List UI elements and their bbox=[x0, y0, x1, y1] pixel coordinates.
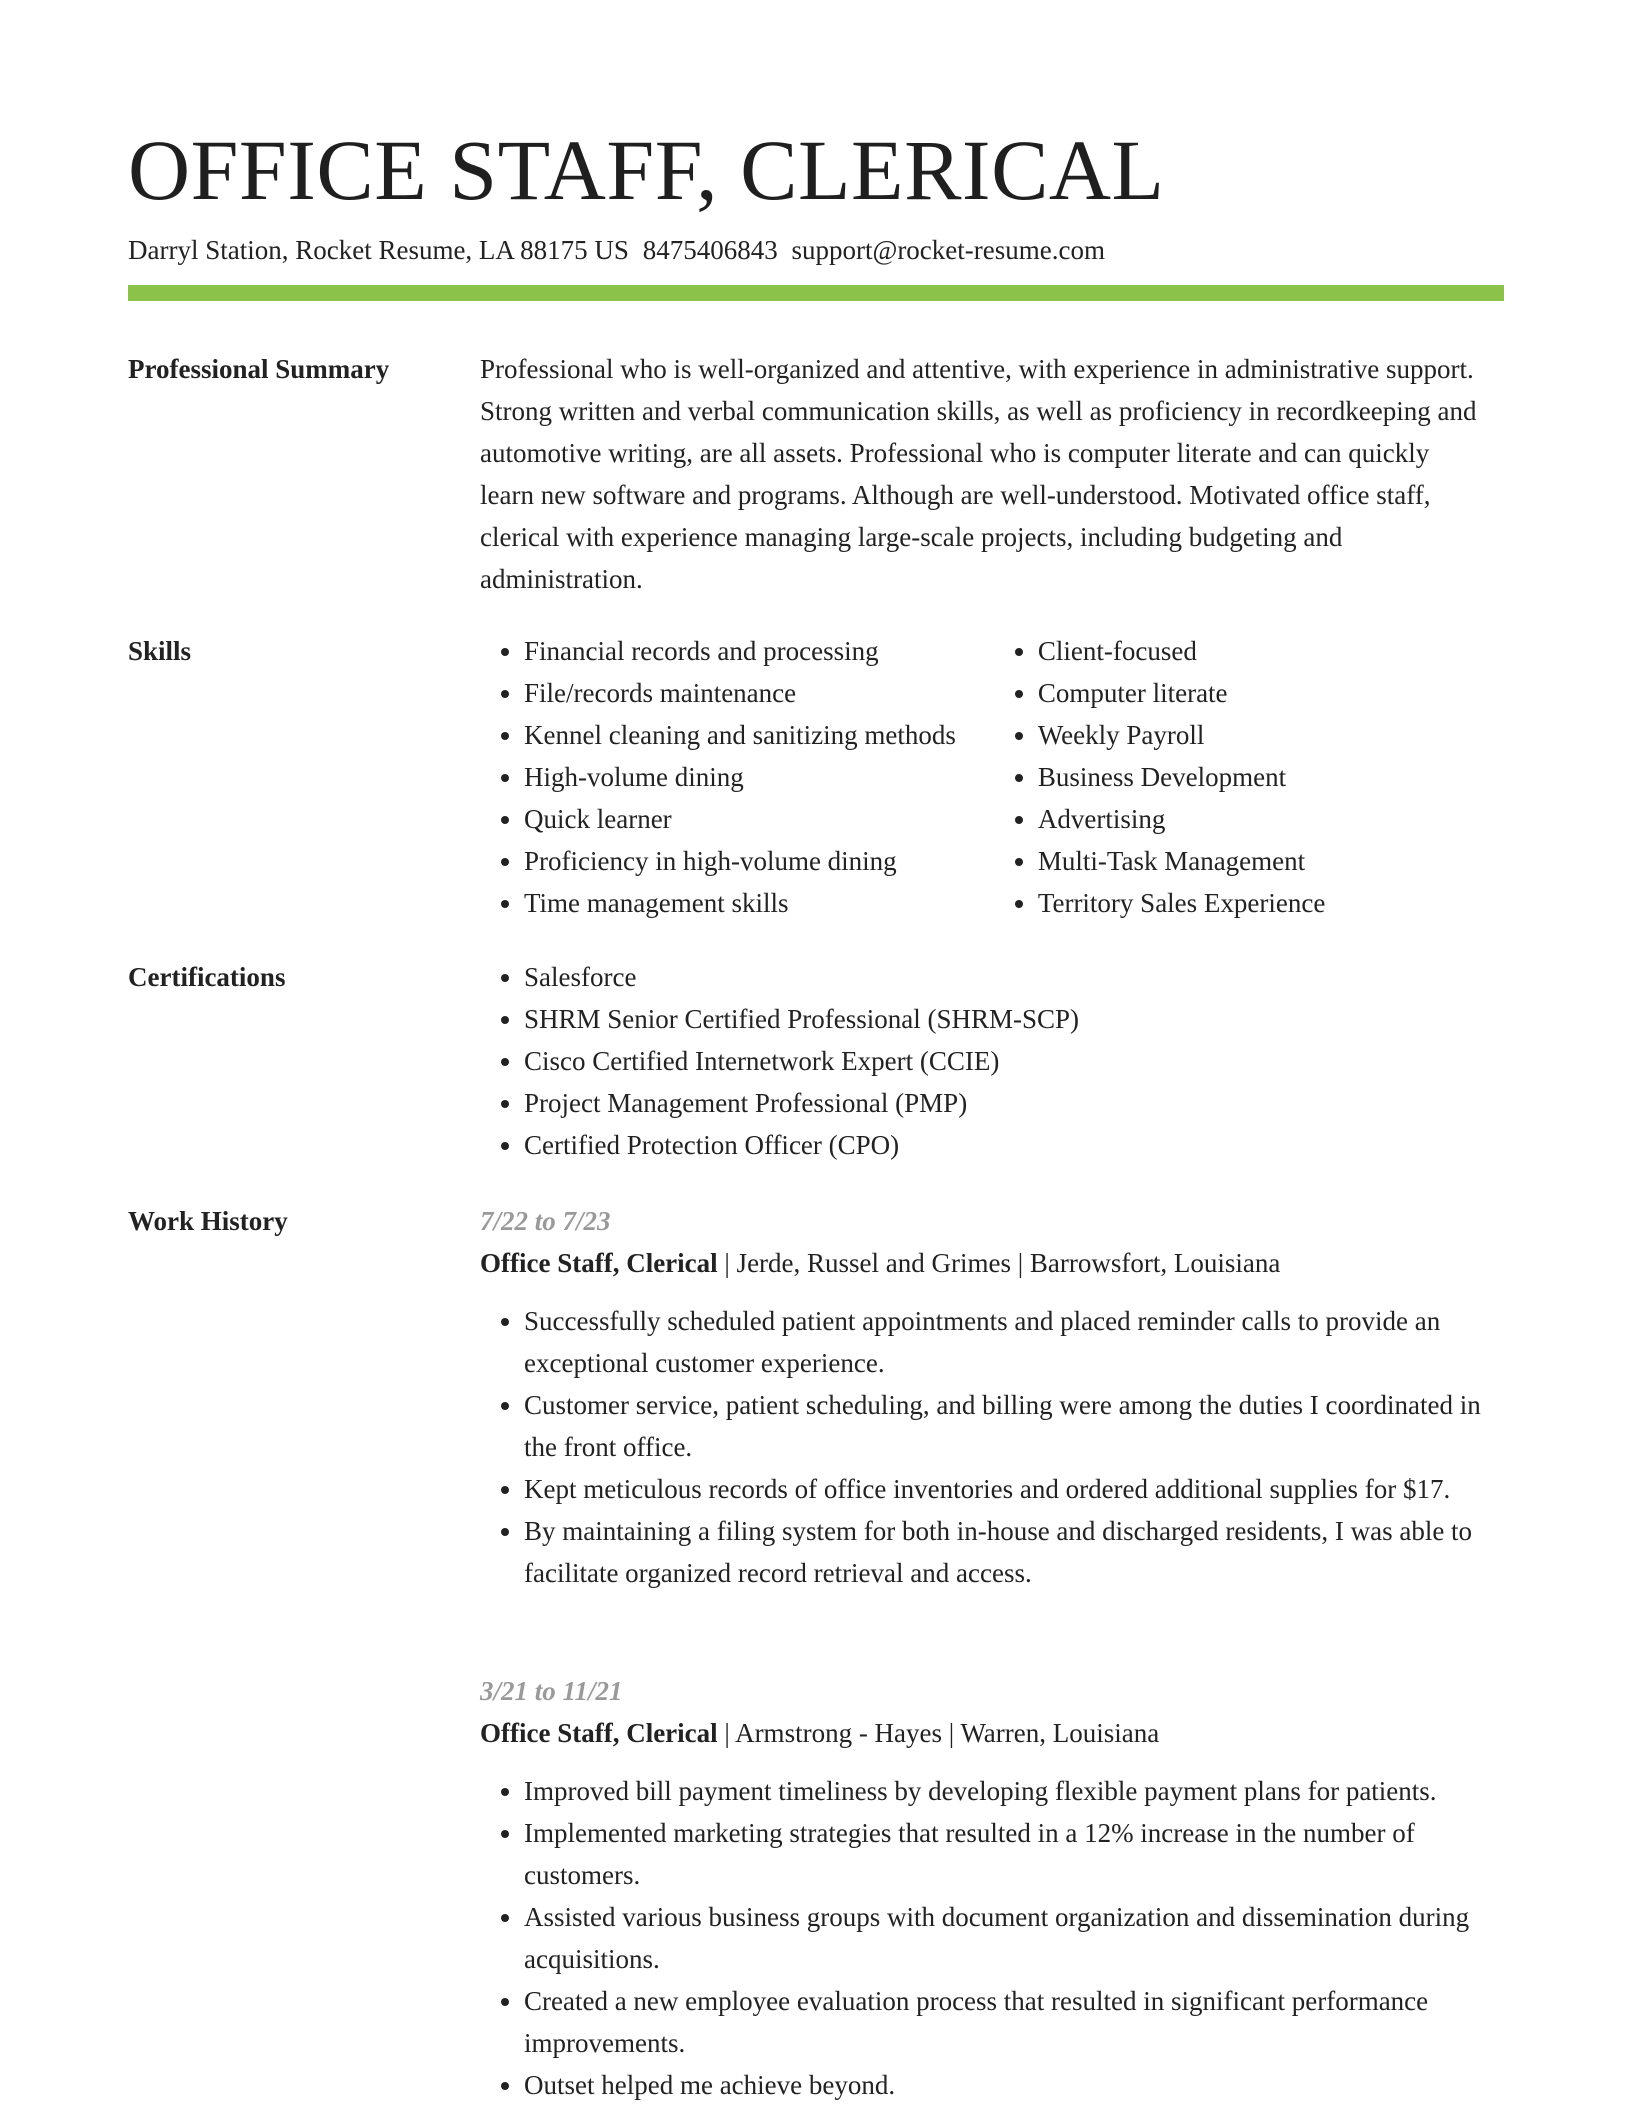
resume-title: OFFICE STAFF, CLERICAL bbox=[128, 122, 1165, 218]
job-duty: • Outset helped me achieve beyond. bbox=[524, 2064, 1504, 2106]
skill-item: • Kennel cleaning and sanitizing methods bbox=[524, 714, 994, 756]
certification-item: • Cisco Certified Internetwork Expert (CCIE) bbox=[524, 1040, 1504, 1082]
job-duty: • Successfully scheduled patient appointments and placed reminder calls to provide an exceptional customer experience. bbox=[524, 1300, 1504, 1384]
skill-item: • Financial records and processing bbox=[524, 630, 994, 672]
skill-item: • Multi-Task Management bbox=[1038, 840, 1504, 882]
contact-phone: 8475406843 bbox=[642, 235, 778, 265]
skill-item: • Weekly Payroll bbox=[1038, 714, 1504, 756]
skill-item: • High-volume dining bbox=[524, 756, 994, 798]
job-duty: • Implemented marketing strategies that resulted in a 12% increase in the number of customers. bbox=[524, 1812, 1504, 1896]
job-duty: • Customer service, patient scheduling, and billing were among the duties I coordinated in the front office. bbox=[524, 1384, 1504, 1468]
job-duties-list bbox=[480, 1300, 1504, 1594]
job-employer-location: | Jerde, Russel and Grimes | Barrowsfort, Louisiana bbox=[717, 1248, 1281, 1278]
job-duty: • Created a new employee evaluation process that resulted in significant performance improvements. bbox=[524, 1980, 1504, 2064]
job-header bbox=[480, 1712, 1504, 1754]
job-title: Office Staff, Clerical bbox=[480, 1248, 718, 1278]
certifications-list bbox=[480, 956, 1504, 1166]
job-duty: • By maintaining a filing system for both in-house and discharged residents, I was able to facilitate organized record retrieval and access. bbox=[524, 1510, 1504, 1594]
certification-item: • SHRM Senior Certified Professional (SHRM-SCP) bbox=[524, 998, 1504, 1040]
skill-item: • Advertising bbox=[1038, 798, 1504, 840]
skills-list-left bbox=[480, 630, 994, 924]
contact-email: support@rocket-resume.com bbox=[791, 235, 1105, 265]
skill-item: • File/records maintenance bbox=[524, 672, 994, 714]
skill-item: • Time management skills bbox=[524, 882, 994, 924]
job-duty: • Kept meticulous records of office inventories and ordered additional supplies for $17. bbox=[524, 1468, 1504, 1510]
summary-text: Professional who is well-organized and attentive, with experience in administrative support. Strong written and verbal communication skills, as well as proficiency in recordkeeping and automotive writing, are all assets. Professional who is computer literate and can quickly learn new software and programs. Although are well-understood. Motivated office staff, clerical with experience managing large-scale projects, including budgeting and administration. bbox=[480, 354, 1477, 594]
contact-info bbox=[128, 232, 1105, 268]
job-duties-list bbox=[480, 1770, 1504, 2106]
job-dates: 3/21 to 11/21 bbox=[480, 1676, 623, 1706]
job-duty: • Assisted various business groups with document organization and dissemination during acquisitions. bbox=[524, 1896, 1504, 1980]
certification-item: • Salesforce bbox=[524, 956, 1504, 998]
work-history-heading: Work History bbox=[128, 1206, 288, 1236]
job-employer-location: | Armstrong - Hayes | Warren, Louisiana bbox=[717, 1718, 1160, 1748]
skill-item: • Quick learner bbox=[524, 798, 994, 840]
job-duty: • Improved bill payment timeliness by developing flexible payment plans for patients. bbox=[524, 1770, 1504, 1812]
skill-item: • Computer literate bbox=[1038, 672, 1504, 714]
skills-heading: Skills bbox=[128, 636, 192, 666]
job-title: Office Staff, Clerical bbox=[480, 1718, 718, 1748]
job-entry bbox=[480, 1670, 1504, 2106]
certification-item: • Certified Protection Officer (CPO) bbox=[524, 1124, 1504, 1166]
certifications-heading: Certifications bbox=[128, 962, 286, 992]
certification-item: • Project Management Professional (PMP) bbox=[524, 1082, 1504, 1124]
job-entry bbox=[480, 1200, 1504, 1594]
skill-item: • Proficiency in high-volume dining bbox=[524, 840, 994, 882]
skill-item: • Territory Sales Experience bbox=[1038, 882, 1504, 924]
skills-list-right bbox=[994, 630, 1504, 924]
job-dates: 7/22 to 7/23 bbox=[480, 1206, 611, 1236]
summary-heading: Professional Summary bbox=[128, 354, 390, 384]
header-divider bbox=[128, 285, 1504, 301]
skill-item: • Business Development bbox=[1038, 756, 1504, 798]
job-header bbox=[480, 1242, 1504, 1284]
skills-columns bbox=[480, 630, 1504, 924]
contact-address: Darryl Station, Rocket Resume, LA 88175 US bbox=[128, 235, 629, 265]
skill-item: • Client-focused bbox=[1038, 630, 1504, 672]
